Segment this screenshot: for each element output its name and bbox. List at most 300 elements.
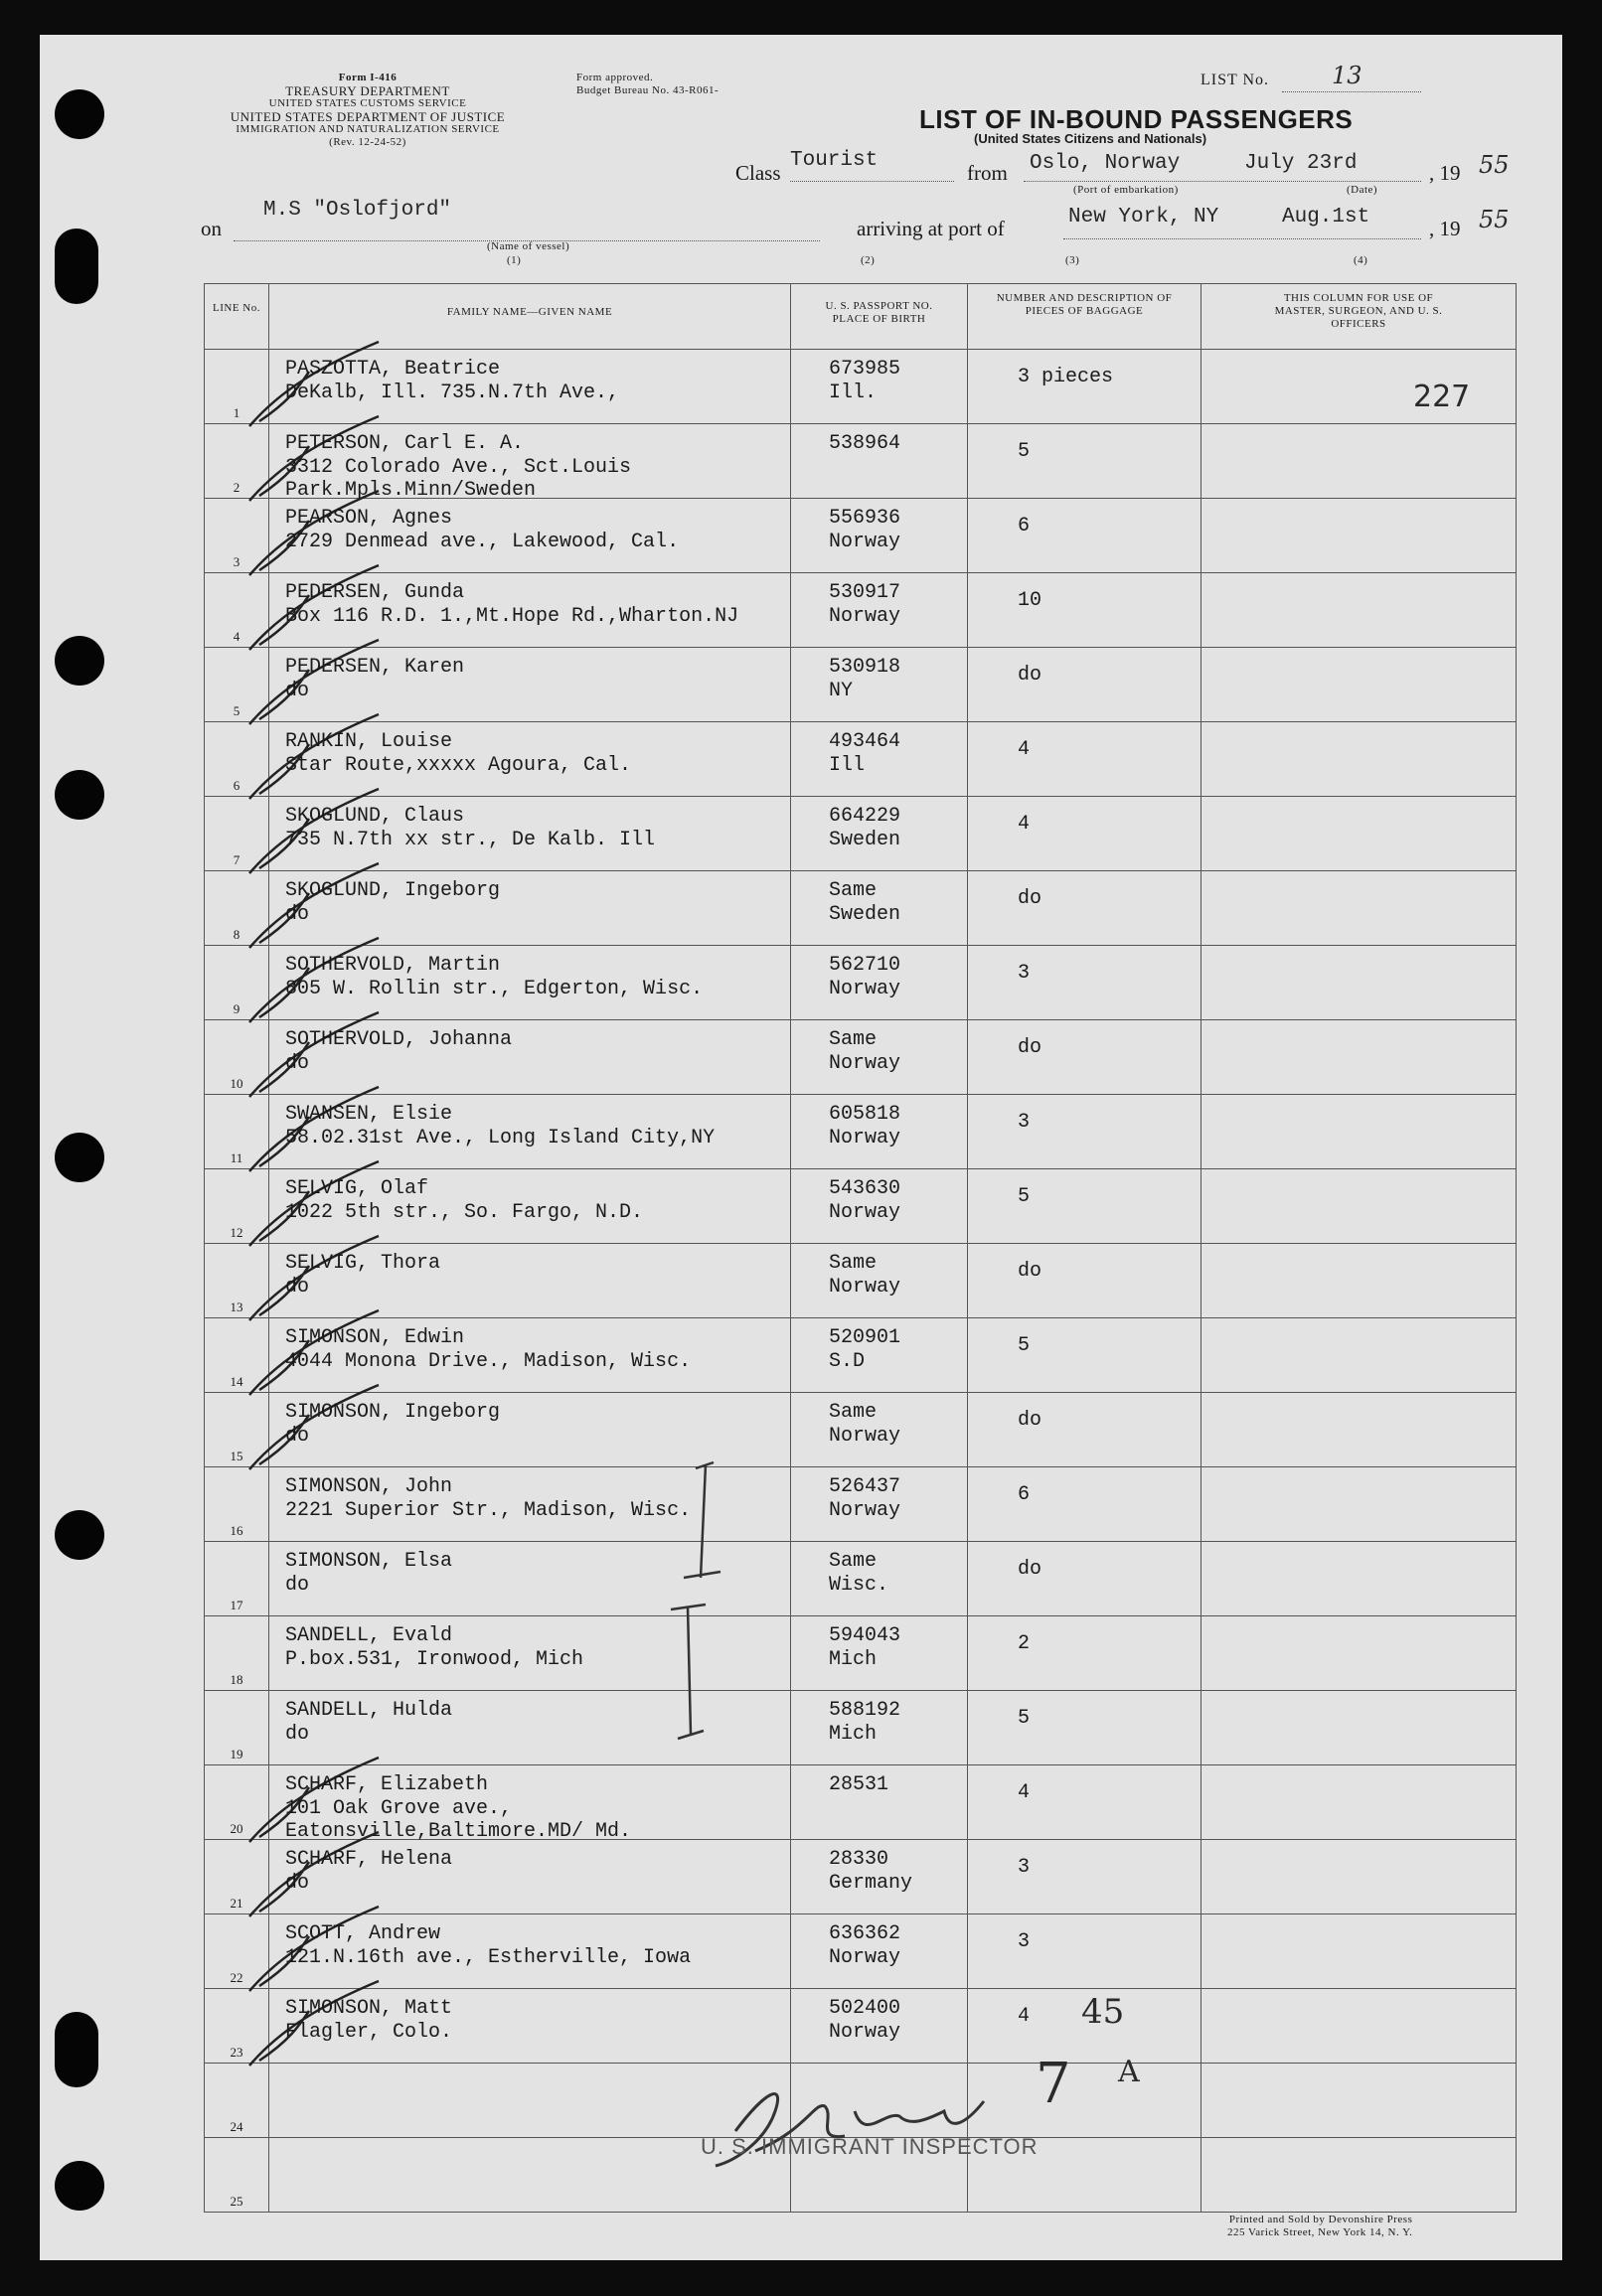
passenger-address: 2729 Denmead ave., Lakewood, Cal.: [285, 531, 680, 553]
passport-number: Same: [829, 1401, 878, 1424]
line-no-cell: [205, 797, 269, 871]
baggage-cell: [968, 1542, 1202, 1616]
line-number: 8: [233, 927, 240, 942]
class-value: Tourist: [790, 149, 879, 172]
officer-cell: [1202, 2064, 1517, 2138]
baggage-count: 4: [1018, 813, 1031, 836]
passport-cell: [791, 1169, 968, 1244]
name-cell: [269, 1020, 791, 1095]
passport-cell: [791, 946, 968, 1020]
place-of-birth: S.D: [829, 1350, 866, 1373]
table-row: [205, 722, 1517, 797]
name-cell: [269, 573, 791, 648]
passport-number: 636362: [829, 1922, 901, 1945]
officer-cell: [1202, 797, 1517, 871]
binder-hole: [55, 2012, 98, 2087]
list-no-value: 13: [1332, 62, 1362, 89]
line-number: 20: [230, 1821, 243, 1836]
baggage-cell: [968, 1765, 1202, 1840]
name-cell: [269, 1765, 791, 1843]
officer-cell: [1202, 424, 1517, 499]
passenger-address: 2221 Superior Str., Madison, Wisc.: [285, 1499, 692, 1522]
line-number: 6: [233, 778, 240, 793]
line-no-cell: [205, 1616, 269, 1691]
departure-date: July 23rd: [1244, 152, 1358, 175]
line-no-cell: [205, 1914, 269, 1989]
passport-cell: [791, 722, 968, 797]
binder-hole: [55, 636, 104, 686]
name-cell: [269, 350, 791, 424]
passport-number: 28531: [829, 1773, 889, 1796]
table-row: [205, 1616, 1517, 1691]
baggage-count: do: [1018, 1036, 1042, 1059]
line-number: 22: [230, 1970, 243, 1985]
line-number: 10: [230, 1076, 243, 1091]
document-title: LIST OF IN-BOUND PASSENGERS: [919, 104, 1354, 134]
table-row: [205, 350, 1517, 424]
passport-cell: [791, 1542, 968, 1616]
table-row: [205, 499, 1517, 573]
passport-cell: [791, 573, 968, 648]
binder-hole: [55, 229, 98, 304]
officer-cell: [1202, 1020, 1517, 1095]
passport-cell: [791, 797, 968, 871]
line-no-cell: [205, 350, 269, 424]
line-no-cell: [205, 946, 269, 1020]
passenger-name: SWANSEN, Elsie: [285, 1103, 453, 1126]
passenger-name: SCHARF, Elizabeth: [285, 1773, 489, 1796]
place-of-birth: Norway: [829, 531, 901, 553]
passenger-address: do: [285, 1723, 310, 1746]
passport-cell: [791, 499, 968, 573]
officer-cell: [1202, 871, 1517, 946]
passenger-name: SANDELL, Evald: [285, 1624, 453, 1647]
baggage-cell: [968, 350, 1202, 424]
table-header-row: [205, 284, 1517, 350]
passport-number: 530918: [829, 656, 901, 679]
name-cell: [269, 1914, 791, 1989]
place-of-birth: Norway: [829, 605, 901, 628]
passport-number: 538964: [829, 432, 901, 455]
passport-cell: [791, 1616, 968, 1691]
passport-cell: [791, 1318, 968, 1393]
baggage-cell: [968, 1467, 1202, 1542]
passenger-address: do: [285, 1872, 310, 1895]
passenger-name: SIMONSON, Elsa: [285, 1550, 453, 1573]
baggage-count: 3 pieces: [1018, 366, 1114, 388]
officer-cell: [1202, 1169, 1517, 1244]
baggage-cell: [968, 797, 1202, 871]
place-of-birth: Ill.: [829, 382, 878, 404]
form-revision: (Rev. 12-24-52): [329, 136, 406, 148]
baggage-cell: [968, 1393, 1202, 1467]
place-of-birth: Norway: [829, 1201, 901, 1224]
col-ref-3: (3): [1065, 254, 1080, 266]
header-officers: THIS COLUMN FOR USE OF MASTER, SURGEON, AND U. S. OFFICERS: [1202, 284, 1517, 350]
baggage-cell: [968, 1616, 1202, 1691]
passenger-address: 4044 Monona Drive., Madison, Wisc.: [285, 1350, 692, 1373]
passenger-name: SOTHERVOLD, Martin: [285, 954, 501, 977]
line-no-cell: [205, 1691, 269, 1765]
passenger-name: SELVIG, Olaf: [285, 1177, 429, 1200]
passenger-name: PEDERSEN, Karen: [285, 656, 465, 679]
table-row: [205, 424, 1517, 499]
printer-credit: [1227, 2214, 1412, 2239]
table-row: [205, 1318, 1517, 1393]
header-name: FAMILY NAME—GIVEN NAME: [269, 284, 791, 350]
baggage-count: 5: [1018, 440, 1031, 463]
passenger-name: PEARSON, Agnes: [285, 507, 453, 530]
passenger-address: P.box.531, Ironwood, Mich: [285, 1648, 584, 1671]
line-no-cell: [205, 1393, 269, 1467]
passenger-name: SKOGLUND, Ingeborg: [285, 879, 501, 902]
baggage-count: 2: [1018, 1632, 1031, 1655]
line-no-cell: [205, 1095, 269, 1169]
passport-number: Same: [829, 1252, 878, 1275]
passenger-address: 805 W. Rollin str., Edgerton, Wisc.: [285, 978, 704, 1000]
baggage-count: 3: [1018, 962, 1031, 985]
binder-hole: [55, 1510, 104, 1560]
inspector-stamp: U. S. IMMIGRANT INSPECTOR: [701, 2134, 1039, 2159]
place-of-birth: Ill: [829, 754, 866, 777]
line-no-cell: [205, 1467, 269, 1542]
line-no-cell: [205, 2138, 269, 2213]
baggage-count: 4: [1018, 1781, 1031, 1804]
line-number: 3: [233, 554, 240, 569]
line-no-cell: [205, 1989, 269, 2064]
binder-hole: [55, 89, 104, 139]
passport-number: Same: [829, 1550, 878, 1573]
baggage-cell: [968, 573, 1202, 648]
passenger-name: SCOTT, Andrew: [285, 1922, 441, 1945]
passenger-name: PEDERSEN, Gunda: [285, 581, 465, 604]
binder-hole: [55, 1133, 104, 1182]
passenger-table: [204, 283, 1517, 2213]
line-number: 7: [233, 852, 240, 867]
passenger-name: SOTHERVOLD, Johanna: [285, 1028, 513, 1051]
officer-cell: [1202, 1095, 1517, 1169]
passenger-name: SCHARF, Helena: [285, 1848, 453, 1871]
name-cell: [269, 1318, 791, 1393]
officer-cell: [1202, 1765, 1517, 1840]
binder-hole: [55, 2161, 104, 2211]
name-cell: [269, 648, 791, 722]
baggage-cell: [968, 1914, 1202, 1989]
line-no-cell: [205, 1765, 269, 1840]
officer-cell: [1202, 1840, 1517, 1914]
officer-cell: [1202, 2138, 1517, 2213]
officer-cell: [1202, 722, 1517, 797]
baggage-cell: [968, 1020, 1202, 1095]
place-of-birth: Norway: [829, 1499, 901, 1522]
passenger-address: do: [285, 680, 310, 702]
passenger-name: PETERSON, Carl E. A.: [285, 432, 525, 455]
arrival-year: 55: [1479, 206, 1510, 233]
vessel-caption: (Name of vessel): [487, 240, 570, 252]
table-row: [205, 1244, 1517, 1318]
officer-cell: [1202, 1244, 1517, 1318]
passenger-address: 1022 5th str., So. Fargo, N.D.: [285, 1201, 644, 1224]
dept-treasury: TREASURY DEPARTMENT: [285, 83, 450, 98]
baggage-count: do: [1018, 887, 1042, 910]
col-ref-1: (1): [507, 254, 522, 266]
line-number: 14: [230, 1374, 243, 1389]
passenger-name: SIMONSON, Ingeborg: [285, 1401, 501, 1424]
table-row: [205, 1542, 1517, 1616]
passport-cell: [791, 1914, 968, 1989]
baggage-cell: [968, 1318, 1202, 1393]
passenger-name: SKOGLUND, Claus: [285, 805, 465, 828]
name-cell: [269, 1244, 791, 1318]
place-of-birth: Norway: [829, 1127, 901, 1149]
place-of-birth: Mich: [829, 1723, 878, 1746]
baggage-count: do: [1018, 1260, 1042, 1283]
passport-number: Same: [829, 879, 878, 902]
passport-cell: [791, 1393, 968, 1467]
inspector-signature: [696, 2071, 1024, 2181]
officer-cell: [1202, 1318, 1517, 1393]
place-of-birth: Norway: [829, 1052, 901, 1075]
table-row: [205, 946, 1517, 1020]
line-no-cell: [205, 722, 269, 797]
handwritten-code: 7: [1036, 2052, 1071, 2116]
table-row: [205, 1765, 1517, 1840]
passport-number: 605818: [829, 1103, 901, 1126]
list-no-label: LIST No.: [1201, 72, 1270, 88]
form-approved: Form approved.: [576, 72, 654, 83]
line-number: 24: [230, 2119, 243, 2134]
passenger-address: Flagler, Colo.: [285, 2021, 453, 2044]
passport-number: 493464: [829, 730, 901, 753]
table-row: [205, 648, 1517, 722]
place-of-birth: Wisc.: [829, 1574, 889, 1597]
on-label: on: [201, 217, 222, 240]
officer-cell: [1202, 1691, 1517, 1765]
baggage-count: 10: [1018, 589, 1042, 612]
passenger-address: do: [285, 1425, 310, 1448]
table-row: [205, 797, 1517, 871]
name-cell: [269, 871, 791, 946]
baggage-count: 5: [1018, 1185, 1031, 1208]
line-number: 15: [230, 1449, 243, 1463]
baggage-cell: [968, 648, 1202, 722]
passenger-address: 58.02.31st Ave., Long Island City,NY: [285, 1127, 716, 1149]
name-cell: [269, 797, 791, 871]
baggage-cell: [968, 424, 1202, 499]
passport-cell: [791, 871, 968, 946]
line-number: 4: [233, 629, 240, 644]
name-cell: [269, 499, 791, 573]
name-cell: [269, 1393, 791, 1467]
table-row: [205, 1020, 1517, 1095]
printer-line-2: 225 Varick Street, New York 14, N. Y.: [1227, 2226, 1413, 2238]
year-prefix: , 19: [1429, 217, 1461, 240]
year-prefix: , 19: [1429, 161, 1461, 185]
officer-cell: [1202, 573, 1517, 648]
baggage-count: do: [1018, 1558, 1042, 1581]
passenger-address: do: [285, 1574, 310, 1597]
table-row: [205, 871, 1517, 946]
passport-number: Same: [829, 1028, 878, 1051]
officer-cell: [1202, 1467, 1517, 1542]
name-cell: [269, 424, 791, 502]
line-no-cell: [205, 1244, 269, 1318]
passport-number: 664229: [829, 805, 901, 828]
line-no-cell: [205, 499, 269, 573]
passenger-address: Box 116 R.D. 1.,Mt.Hope Rd.,Wharton.NJ: [285, 605, 739, 628]
passenger-address: do: [285, 903, 310, 926]
passport-cell: [791, 1765, 968, 1840]
passenger-address: 735 N.7th xx str., De Kalb. Ill: [285, 829, 656, 851]
passport-number: 526437: [829, 1475, 901, 1498]
name-cell: [269, 946, 791, 1020]
name-cell: [269, 1095, 791, 1169]
line-number: 23: [230, 2045, 243, 2060]
passport-number: 594043: [829, 1624, 901, 1647]
baggage-count: 5: [1018, 1334, 1031, 1357]
passenger-address: 101 Oak Grove ave., Eatonsville,Baltimore.MD/ Md.: [285, 1797, 632, 1843]
passenger-name: SIMONSON, Matt: [285, 1997, 453, 2020]
passport-cell: [791, 1691, 968, 1765]
baggage-count: do: [1018, 1409, 1042, 1432]
officer-cell: [1202, 1542, 1517, 1616]
name-cell: [269, 722, 791, 797]
passport-cell: [791, 350, 968, 424]
passport-cell: [791, 648, 968, 722]
line-no-cell: [205, 1840, 269, 1914]
line-number: 18: [230, 1672, 243, 1687]
vessel-name: M.S "Oslofjord": [263, 199, 452, 222]
place-of-birth: Norway: [829, 978, 901, 1000]
bracket-mark: [666, 1460, 745, 1759]
dept-justice-sub: IMMIGRATION AND NATURALIZATION SERVICE: [236, 123, 500, 135]
col-ref-2: (2): [861, 254, 876, 266]
form-approval: [576, 72, 719, 97]
form-number: Form I-416: [338, 72, 398, 83]
line-no-cell: [205, 648, 269, 722]
baggage-cell: [968, 499, 1202, 573]
handwritten-code-sup: 45: [1081, 1992, 1125, 2032]
line-no-cell: [205, 424, 269, 499]
baggage-cell: [968, 1169, 1202, 1244]
line-number: 25: [230, 2194, 243, 2209]
passport-cell: [791, 1095, 968, 1169]
place-of-birth: Norway: [829, 1425, 901, 1448]
table-row: [205, 1095, 1517, 1169]
table-row: [205, 573, 1517, 648]
baggage-count: 6: [1018, 1483, 1031, 1506]
passport-cell: [791, 1244, 968, 1318]
dept-justice: UNITED STATES DEPARTMENT OF JUSTICE: [230, 109, 506, 124]
stamp-number: 227: [1413, 380, 1471, 414]
line-no-cell: [205, 573, 269, 648]
arrival-port: New York, NY: [1068, 206, 1219, 229]
departure-year: 55: [1479, 151, 1510, 179]
name-cell: [269, 1840, 791, 1914]
passport-number: 588192: [829, 1699, 901, 1722]
officer-cell: [1202, 648, 1517, 722]
place-of-birth: Norway: [829, 2021, 901, 2044]
col-ref-4: (4): [1354, 254, 1368, 266]
place-of-birth: Norway: [829, 1276, 901, 1299]
line-number: 17: [230, 1598, 243, 1612]
table-row: [205, 1914, 1517, 1989]
place-of-birth: Sweden: [829, 829, 901, 851]
dept-treasury-sub: UNITED STATES CUSTOMS SERVICE: [268, 97, 467, 109]
passport-number: 673985: [829, 358, 901, 381]
passport-number: 556936: [829, 507, 901, 530]
place-of-birth: Germany: [829, 1872, 913, 1895]
officer-cell: [1202, 499, 1517, 573]
document-subtitle: (United States Citizens and Nationals): [974, 131, 1207, 146]
arrival-date: Aug.1st: [1282, 206, 1370, 229]
place-of-birth: Mich: [829, 1648, 878, 1671]
passport-cell: [791, 1989, 968, 2064]
baggage-cell: [968, 1691, 1202, 1765]
from-label: from: [967, 161, 1008, 185]
passenger-name: SANDELL, Hulda: [285, 1699, 453, 1722]
passport-cell: [791, 1020, 968, 1095]
table-row: [205, 1840, 1517, 1914]
passenger-address: do: [285, 1052, 310, 1075]
line-number: 13: [230, 1300, 243, 1314]
table-row: [205, 1467, 1517, 1542]
baggage-count: 3: [1018, 1930, 1031, 1953]
passenger-name: SIMONSON, John: [285, 1475, 453, 1498]
name-cell: [269, 1989, 791, 2064]
date-caption: (Date): [1347, 184, 1378, 196]
passport-number: 543630: [829, 1177, 901, 1200]
printer-line-1: Printed and Sold by Devonshire Press: [1228, 2214, 1413, 2225]
line-number: 11: [230, 1150, 243, 1165]
line-number: 12: [230, 1225, 243, 1240]
passenger-name: SIMONSON, Edwin: [285, 1326, 465, 1349]
line-number: 21: [230, 1896, 243, 1911]
officer-cell: [1202, 946, 1517, 1020]
passport-cell: [791, 1840, 968, 1914]
passport-cell: [791, 424, 968, 499]
from-port: Oslo, Norway: [1030, 152, 1181, 175]
passport-number: 520901: [829, 1326, 901, 1349]
class-label: Class: [735, 161, 781, 185]
officer-cell: [1202, 1989, 1517, 2064]
baggage-count: 4: [1018, 2005, 1031, 2028]
place-of-birth: Sweden: [829, 903, 901, 926]
baggage-count: do: [1018, 664, 1042, 687]
place-of-birth: NY: [829, 680, 854, 702]
baggage-count: 6: [1018, 515, 1031, 537]
baggage-count: 3: [1018, 1111, 1031, 1134]
binder-hole: [55, 770, 104, 820]
line-number: 16: [230, 1523, 243, 1538]
passenger-address: do: [285, 1276, 310, 1299]
baggage-cell: [968, 1244, 1202, 1318]
line-no-cell: [205, 1542, 269, 1616]
baggage-count: 3: [1018, 1856, 1031, 1879]
passenger-name: PASZOTTA, Beatrice: [285, 358, 501, 381]
baggage-cell: [968, 722, 1202, 797]
passenger-address: Star Route,xxxxx Agoura, Cal.: [285, 754, 632, 777]
header-passport: U. S. PASSPORT NO. PLACE OF BIRTH: [791, 284, 968, 350]
line-no-cell: [205, 2064, 269, 2138]
passport-number: 562710: [829, 954, 901, 977]
line-number: 19: [230, 1747, 243, 1761]
passenger-address: DeKalb, Ill. 735.N.7th Ave.,: [285, 382, 620, 404]
port-caption: (Port of embarkation): [1073, 184, 1179, 196]
line-number: 9: [233, 1001, 240, 1016]
line-number: 5: [233, 703, 240, 718]
passport-number: 530917: [829, 581, 901, 604]
